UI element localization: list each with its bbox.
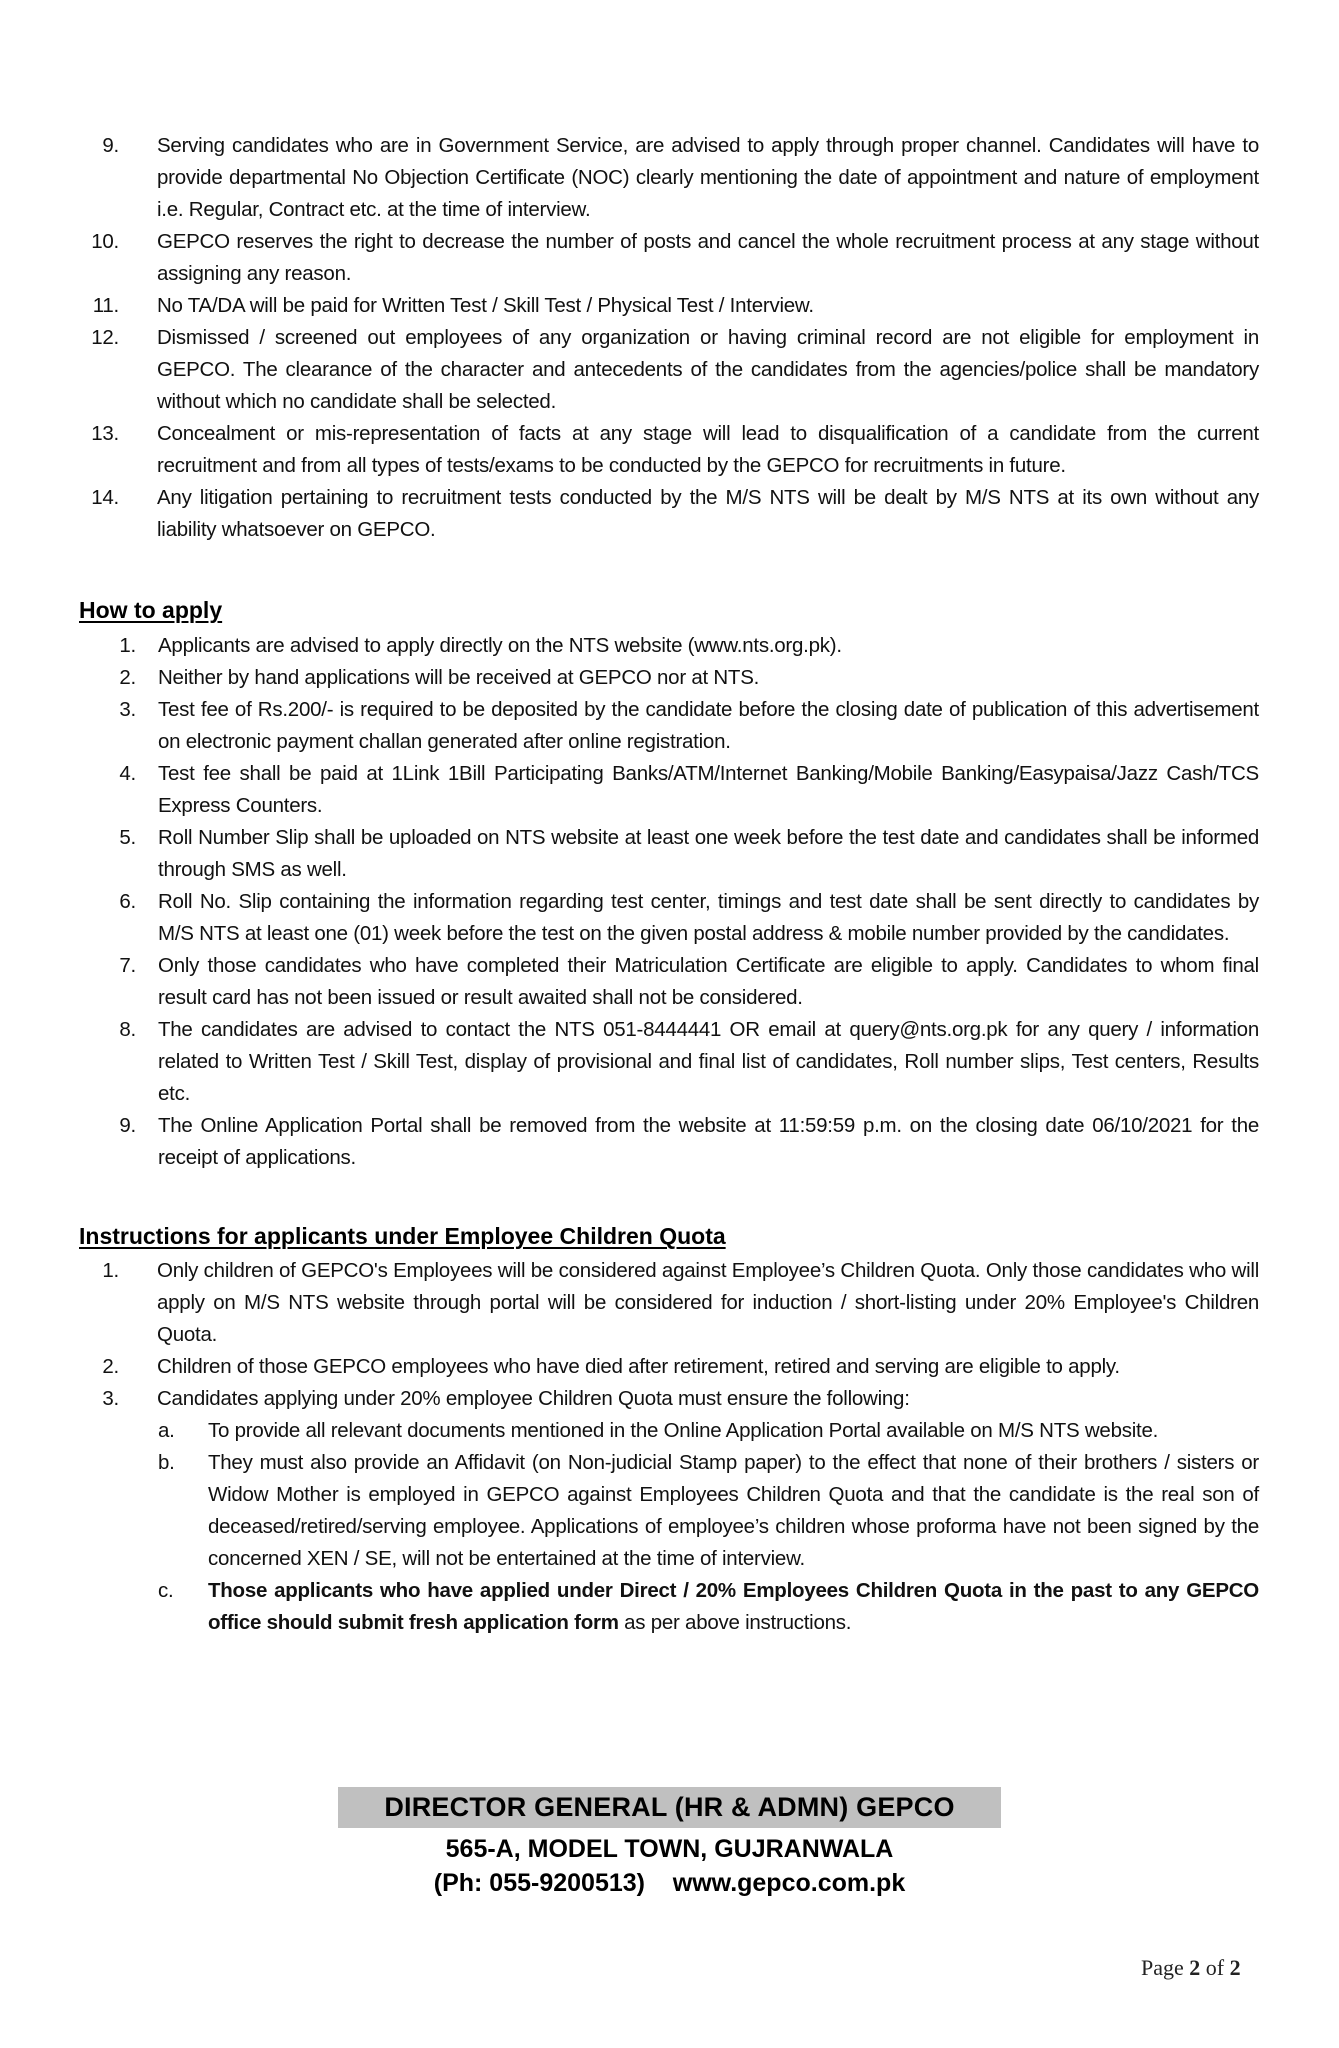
list-item-number: 14. bbox=[91, 486, 119, 509]
list-item bbox=[0, 290, 1339, 322]
quota-requirements-sublist bbox=[0, 1415, 1339, 1639]
page-number-current: 2 bbox=[1189, 1955, 1201, 1980]
list-item-text: Children of those GEPCO employees who have died after retirement, retired and serving are eligible to apply. bbox=[157, 1355, 1120, 1378]
list-item-text: Only those candidates who have completed their Matriculation Certificate are eligible to apply. Candidates to whom final result card has not been issued or result awaited shall not be considered. bbox=[158, 954, 1259, 1009]
list-item-text: Serving candidates who are in Government Service, are advised to apply through proper channel. Candidates will have to provide departmental No Objection Certificate (NOC) clearly mentioning the date of appointment and nature of employment i.e. Regular, Contract etc. at the time of interview. bbox=[157, 134, 1259, 221]
list-item-text: Concealment or mis-representation of facts at any stage will lead to disqualification of a candidate from the current recruitment and from all types of tests/exams to be conducted by the GEPCO for recruitments in future. bbox=[157, 422, 1259, 477]
list-item bbox=[0, 950, 1339, 1014]
page-number-separator: of bbox=[1200, 1955, 1230, 1980]
list-item bbox=[0, 630, 1339, 662]
list-item-text: Dismissed / screened out employees of any organization or having criminal record are not eligible for employment in GEPCO. The clearance of the character and antecedents of the candidates from the agencies/police shall be mandatory without which no candidate shall be selected. bbox=[157, 326, 1259, 413]
list-item-number: 2. bbox=[119, 666, 136, 689]
list-item-number: 5. bbox=[119, 826, 136, 849]
sub-list-item bbox=[0, 1575, 1339, 1639]
list-item-number: 2. bbox=[102, 1355, 119, 1378]
page-number bbox=[1141, 1953, 1241, 1983]
sub-list-item bbox=[0, 1447, 1339, 1575]
list-item-number: 10. bbox=[91, 230, 119, 253]
list-item bbox=[0, 662, 1339, 694]
list-item bbox=[0, 1351, 1339, 1383]
list-item-number: 9. bbox=[119, 1114, 136, 1137]
list-item bbox=[0, 1255, 1339, 1351]
list-item-text: Only children of GEPCO's Employees will be considered against Employee’s Children Quota. Only those candidates who will apply on M/S NTS website through portal will be considered for induction / short-listing under 20% Employee's Children Quota. bbox=[157, 1259, 1259, 1346]
list-item-number: 3. bbox=[102, 1387, 119, 1410]
list-item bbox=[0, 418, 1339, 482]
sub-list-item-text bbox=[208, 1575, 1259, 1639]
sub-list-item-letter: c. bbox=[158, 1579, 174, 1602]
list-item-number: 6. bbox=[119, 890, 136, 913]
list-item-number: 8. bbox=[119, 1018, 136, 1041]
list-item bbox=[0, 822, 1339, 886]
list-item bbox=[0, 1014, 1339, 1110]
list-item bbox=[0, 130, 1339, 226]
sub-list-item-text: To provide all relevant documents mentioned in the Online Application Portal available on M/S NTS website. bbox=[208, 1419, 1159, 1442]
list-item-text: Applicants are advised to apply directly on the NTS website (www.nts.org.pk). bbox=[158, 634, 842, 657]
quota-instructions-heading: Instructions for applicants under Employee Children Quota bbox=[79, 1223, 726, 1249]
bold-notice-text: Those applicants who have applied under Direct / 20% Employees Children Quota in the past to any GEPCO office should submit fresh application form bbox=[208, 1579, 1259, 1634]
list-item-text: The Online Application Portal shall be removed from the website at 11:59:59 p.m. on the closing date 06/10/2021 for the receipt of applications. bbox=[158, 1114, 1259, 1169]
footer-contact: (Ph: 055-9200513) www.gepco.com.pk bbox=[433, 1869, 906, 1897]
list-item-number: 1. bbox=[102, 1259, 119, 1282]
list-item bbox=[0, 1110, 1339, 1174]
how-to-apply-heading: How to apply bbox=[79, 597, 223, 623]
list-item-text: Neither by hand applications will be received at GEPCO nor at NTS. bbox=[158, 666, 760, 689]
list-item bbox=[0, 226, 1339, 290]
sub-list-item-text: They must also provide an Affidavit (on Non-judicial Stamp paper) to the effect that none of their brothers / sisters or Widow Mother is employed in GEPCO against Employees Children Quota and that the candidate is the real son of deceased/retired/serving employee. Applications of employee’s children whose proforma have not been signed by the concerned XEN / SE, will not be entertained at the time of interview. bbox=[208, 1451, 1259, 1570]
list-item-text: Test fee of Rs.200/- is required to be deposited by the candidate before the closing date of publication of this advertisement on electronic payment challan generated after online registration. bbox=[158, 698, 1259, 753]
list-item-text: Roll No. Slip containing the information regarding test center, timings and test date shall be sent directly to candidates by M/S NTS at least one (01) week before the test on the given postal address & mobile number provided by the candidates. bbox=[158, 890, 1259, 945]
list-item-number: 9. bbox=[102, 134, 119, 157]
page-number-prefix: Page bbox=[1141, 1955, 1190, 1980]
how-to-apply-list bbox=[0, 630, 1339, 1174]
list-item-text: No TA/DA will be paid for Written Test / Skill Test / Physical Test / Interview. bbox=[157, 294, 814, 317]
list-item bbox=[0, 482, 1339, 546]
notice-text-tail: as per above instructions. bbox=[618, 1611, 852, 1634]
footer-address: 565-A, MODEL TOWN, GUJRANWALA bbox=[445, 1835, 894, 1863]
list-item bbox=[0, 886, 1339, 950]
list-item-number: 11. bbox=[92, 294, 119, 317]
list-item-text: Candidates applying under 20% employee Children Quota must ensure the following: bbox=[157, 1387, 910, 1410]
list-item-number: 4. bbox=[119, 762, 136, 785]
quota-instructions-list bbox=[0, 1255, 1339, 1639]
sub-list-item-letter: a. bbox=[158, 1419, 175, 1442]
list-item-number: 3. bbox=[119, 698, 136, 721]
list-item-text: Any litigation pertaining to recruitment tests conducted by the M/S NTS will be dealt by M/S NTS at its own without any liability whatsoever on GEPCO. bbox=[157, 486, 1259, 541]
list-item-number: 1. bbox=[119, 634, 136, 657]
sub-list-item bbox=[0, 1415, 1339, 1447]
list-item bbox=[0, 758, 1339, 822]
general-conditions-list bbox=[0, 130, 1339, 546]
list-item-text: The candidates are advised to contact the NTS 051-8444441 OR email at query@nts.org.pk for any query / information related to Written Test / Skill Test, display of provisional and final list of candidates, Roll number slips, Test centers, Results etc. bbox=[158, 1018, 1259, 1105]
footer-authority-title: DIRECTOR GENERAL (HR & ADMN) GEPCO bbox=[338, 1787, 1001, 1828]
list-item-number: 13. bbox=[91, 422, 119, 445]
list-item-text: Roll Number Slip shall be uploaded on NTS website at least one week before the test date and candidates shall be informed through SMS as well. bbox=[158, 826, 1259, 881]
list-item-text: GEPCO reserves the right to decrease the number of posts and cancel the whole recruitment process at any stage without assigning any reason. bbox=[157, 230, 1259, 285]
list-item-number: 7. bbox=[119, 954, 136, 977]
list-item-number: 12. bbox=[91, 326, 119, 349]
page-number-total: 2 bbox=[1229, 1955, 1241, 1980]
list-item-text: Test fee shall be paid at 1Link 1Bill Participating Banks/ATM/Internet Banking/Mobile Banking/Easypaisa/Jazz Cash/TCS Express Counters. bbox=[158, 762, 1259, 817]
list-item bbox=[0, 694, 1339, 758]
list-item bbox=[0, 1383, 1339, 1639]
list-item bbox=[0, 322, 1339, 418]
sub-list-item-letter: b. bbox=[158, 1451, 175, 1474]
